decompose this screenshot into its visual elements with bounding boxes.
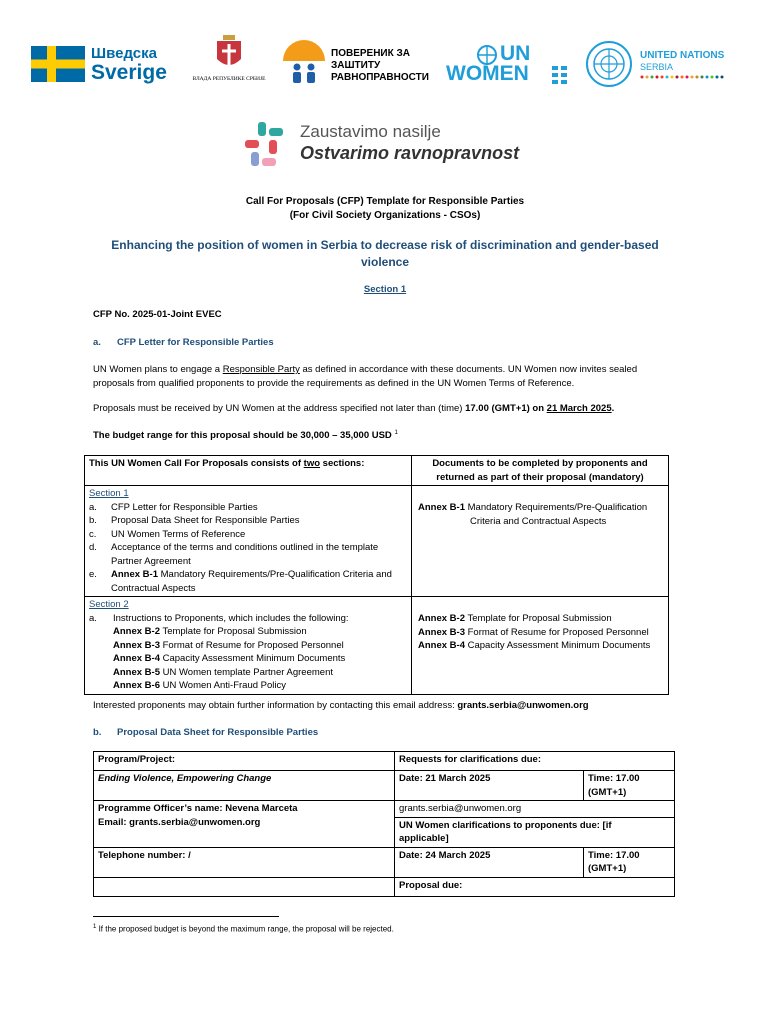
item-body: CFP Letter for Responsible Parties <box>111 501 258 513</box>
un-serbia-line2: SERBIA <box>640 62 674 72</box>
doc-title-line2: (For Civil Society Organizations - CSOs) <box>289 210 481 221</box>
serbian-coat-of-arms-icon <box>214 35 244 73</box>
annex-text: Capacity Assessment Minimum Documents <box>464 640 651 651</box>
para2-pre: Proposals must be received by UN Women at the address specified not later than (time) <box>93 403 466 414</box>
sections-header-left <box>85 456 412 486</box>
sweden-logo <box>31 45 171 85</box>
budget-text: The budget range for this proposal should be 30,000 – 35,000 USD <box>93 430 392 442</box>
head-right-line2: returned as part of their proposal (mandatory) <box>436 471 644 483</box>
section-2-annex-item <box>113 666 407 680</box>
section-2-annex-cell <box>412 597 669 695</box>
para1-post: as defined in accordance with these documents. UN Women now invites sealed <box>299 364 638 375</box>
telephone: Telephone number: / <box>94 847 395 877</box>
para2-end: . <box>611 403 615 414</box>
footnote-number: 1 <box>93 924 97 930</box>
section-2-required-list <box>418 612 664 653</box>
sweden-logo-line1: Шведска <box>91 45 157 62</box>
swedish-flag-icon <box>31 46 85 82</box>
item-body: Proposal Data Sheet for Responsible Parties <box>111 515 300 526</box>
commissioner-line2: ЗАШТИТУ <box>331 60 381 71</box>
section-a-label: a. <box>93 337 101 348</box>
data-sheet-table <box>93 751 675 897</box>
head-right-line1: Documents to be completed by proponents and <box>432 458 648 469</box>
section-a-title: CFP Letter for Responsible Parties <box>117 337 274 348</box>
program-label: Program/Project: <box>94 752 395 771</box>
section-2-required-item <box>418 612 664 626</box>
annex-text: Template for Proposal Submission <box>159 626 307 637</box>
officer-cell <box>94 801 395 848</box>
sections-table-row-2 <box>85 597 669 695</box>
item-label: e. <box>89 569 97 580</box>
clarification-time-1: Time: 17.00 <box>588 773 640 784</box>
section-1-annex-cell <box>412 486 669 597</box>
deadline-date: 21 March 2025 <box>546 403 612 414</box>
para1-pre: UN Women plans to engage a <box>93 364 223 375</box>
annex-id: Annex B-6 <box>113 680 160 691</box>
section-a-paragraph-2 <box>93 403 713 414</box>
commissioner-logo <box>281 39 441 89</box>
footnote-divider <box>93 916 279 917</box>
un-emblem-icon <box>585 40 633 88</box>
annex-id: Annex B-4 <box>113 653 160 664</box>
doc-subtitle-line1: Enhancing the position of women in Serbia to decrease risk of discrimination and gender-based <box>111 238 659 252</box>
section-1-title[interactable]: Section 1 <box>89 488 129 499</box>
sections-header-right <box>412 456 669 486</box>
officer-name: Programme Officer’s name: Nevena Marceta <box>98 803 298 814</box>
item-text <box>111 514 300 528</box>
program-value: Ending Violence, Empowering Change <box>94 771 395 801</box>
annex-text: Capacity Assessment Minimum Documents <box>159 653 346 664</box>
doc-subtitle <box>0 237 770 271</box>
s1-right-line2: Criteria and Contractual Aspects <box>470 515 607 527</box>
item-label: b. <box>89 515 97 526</box>
section-2-annex-item <box>113 639 407 653</box>
section-1-item <box>89 514 407 528</box>
contact-text: Interested proponents may obtain further information by contacting this email address: <box>93 700 458 711</box>
clarification-time <box>584 771 675 801</box>
data-sheet-row-5 <box>94 847 675 877</box>
footnote-ref[interactable]: 1 <box>394 430 398 436</box>
annex-text: Format of Resume for Proposed Personnel <box>464 626 649 638</box>
section-2-annex-item <box>113 679 407 693</box>
clarification-time-2: (GMT+1) <box>588 786 627 798</box>
section-b-heading <box>93 727 318 738</box>
un-clarification-time <box>584 847 675 877</box>
contact-line <box>93 700 589 711</box>
empty-cell <box>94 877 395 896</box>
doc-subtitle-line2: violence <box>360 255 410 269</box>
data-sheet-row-1 <box>94 752 675 771</box>
section-a-heading <box>93 337 274 348</box>
annex-id: Annex B-2 <box>113 626 160 637</box>
un-clarification-time-1: Time: 17.00 <box>588 849 640 861</box>
sdg-color-dots-icon <box>640 75 740 79</box>
contact-email-link[interactable]: grants.serbia@unwomen.org <box>457 700 589 711</box>
item-text <box>111 541 407 568</box>
item-label: d. <box>89 542 97 553</box>
equality-symbol-icon <box>552 64 572 86</box>
section-2-title[interactable]: Section 2 <box>89 599 129 610</box>
commissioner-line3: РАВНОПРАВНОСТИ <box>331 72 429 83</box>
footnote <box>93 924 394 934</box>
section-1-item <box>89 528 407 542</box>
proposal-due: Proposal due: <box>395 877 675 896</box>
annex-id: Annex B-4 <box>418 640 465 651</box>
campaign-puzzle-icon <box>243 120 291 168</box>
section-2-cell <box>85 597 412 695</box>
responsible-party-link[interactable]: Responsible Party <box>222 364 300 375</box>
un-clarification-line2: applicable] <box>399 833 449 844</box>
un-women-line1: UN <box>500 42 531 65</box>
doc-title-line1: Call For Proposals (CFP) Template for Responsible Parties <box>245 196 525 207</box>
item-text <box>111 528 245 542</box>
budget-range <box>93 430 398 441</box>
annex-text: Template for Proposal Submission <box>464 613 612 624</box>
commissioner-umbrella-icon <box>281 39 327 85</box>
item-label: c. <box>89 528 97 540</box>
section-1-list <box>89 501 407 596</box>
clarification-label: Requests for clarifications due: <box>395 752 675 771</box>
s2-lead-label: a. <box>89 612 97 624</box>
un-clarification-line1: UN Women clarifications to proponents due: [if <box>399 819 612 831</box>
sweden-logo-line2: Sverige <box>91 61 167 84</box>
clarification-email[interactable]: grants.serbia@unwomen.org <box>395 801 675 818</box>
s1-right-line1: Mandatory Requirements/Pre-Qualification <box>464 502 648 513</box>
sections-table-header <box>85 456 669 486</box>
un-serbia-logo <box>585 40 745 88</box>
section-1-item <box>89 501 407 515</box>
item-bold: Annex B-1 <box>111 569 158 580</box>
un-women-logo <box>446 42 576 88</box>
serbia-government-logo <box>178 35 278 87</box>
annex-id: Annex B-3 <box>113 639 160 651</box>
logo-bar <box>28 35 748 95</box>
annex-id: Annex B-3 <box>418 626 465 638</box>
section-b-label: b. <box>93 727 102 738</box>
sections-table-row-1 <box>85 486 669 597</box>
section-1-item <box>89 541 407 568</box>
section-2-annex-item <box>113 652 407 666</box>
commissioner-line1: ПОВЕРЕНИК ЗА <box>331 48 410 59</box>
item-body: Mandatory Requirements/Pre-Qualification Criteria and Contractual Aspects <box>111 569 392 594</box>
sections-table <box>84 455 669 695</box>
head-left-pre: This UN Women Call For Proposals consists of <box>89 458 304 469</box>
section-1-link[interactable]: Section 1 <box>363 284 407 295</box>
officer-email[interactable]: Email: grants.serbia@unwomen.org <box>98 816 261 828</box>
doc-title <box>0 195 770 223</box>
campaign-line1: Zaustavimo nasilje <box>300 122 441 141</box>
item-body: UN Women Terms of Reference <box>111 528 246 540</box>
campaign-logo <box>243 120 543 168</box>
annex-text: UN Women Anti-Fraud Policy <box>159 680 286 691</box>
section-b-title: Proposal Data Sheet for Responsible Parties <box>117 727 319 738</box>
section-2-required-item <box>418 626 664 640</box>
annex-text: UN Women template Partner Agreement <box>159 666 333 678</box>
section-2-annex-list <box>89 625 407 693</box>
section-1-item <box>89 568 407 595</box>
head-left-post: sections: <box>320 458 365 469</box>
cfp-number: CFP No. 2025-01-Joint EVEC <box>93 309 222 320</box>
data-sheet-row-6 <box>94 877 675 896</box>
un-serbia-line1: UNITED NATIONS <box>640 50 725 61</box>
un-clarification-time-2: (GMT+1) <box>588 863 627 874</box>
annex-id: Annex B-2 <box>418 613 465 624</box>
footnote-text: If the proposed budget is beyond the maximum range, the proposal will be rejected. <box>96 924 394 934</box>
annex-text: Format of Resume for Proposed Personnel <box>159 639 344 651</box>
deadline-time: 17.00 (GMT+1) on <box>465 403 547 414</box>
s1-right-bold: Annex B-1 <box>418 502 465 513</box>
clarification-date: Date: 21 March 2025 <box>395 771 584 801</box>
annex-id: Annex B-5 <box>113 666 160 678</box>
un-women-line2: WOMEN <box>446 62 529 85</box>
item-body: Acceptance of the terms and conditions outlined in the template Partner Agreement <box>111 542 379 567</box>
section-2-required-item <box>418 639 664 653</box>
item-label: a. <box>89 501 97 513</box>
data-sheet-row-2 <box>94 771 675 801</box>
section-a-paragraph-1 <box>93 363 693 391</box>
s2-lead-text: Instructions to Proponents, which includes the following: <box>113 612 349 624</box>
section-2-annex-item <box>113 625 407 639</box>
section-1-cell <box>85 486 412 597</box>
para1-line2: proposals from qualified proponents to provide the requirements as defined in the UN Women Terms of Reference. <box>93 378 575 389</box>
campaign-line2: Ostvarimo ravnopravnost <box>300 143 520 163</box>
un-clarification-date: Date: 24 March 2025 <box>395 847 584 877</box>
un-clarification-cell <box>395 817 675 847</box>
head-left-underline: two <box>303 458 321 469</box>
data-sheet-row-3 <box>94 801 675 818</box>
item-text <box>111 501 258 515</box>
serbia-logo-caption: ВЛАДА РЕПУБЛИКЕ СРБИЈЕ <box>192 76 266 82</box>
item-text <box>111 568 407 595</box>
